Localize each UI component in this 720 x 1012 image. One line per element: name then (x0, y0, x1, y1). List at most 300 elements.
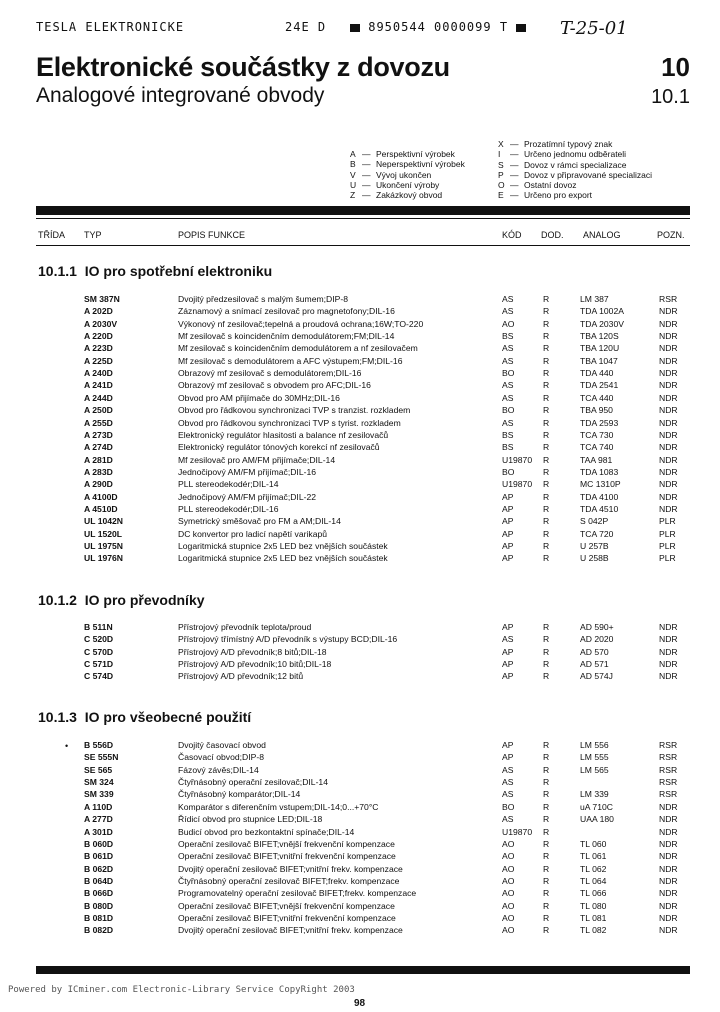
cell-analog: TL 062 (580, 863, 607, 874)
cell-desc: Přístrojový A/D převodník;10 bitů;DIL-18 (178, 659, 332, 669)
cell-analog: TBA 950 (580, 405, 613, 416)
cell-analog: TDA 1002A (580, 306, 624, 317)
cell-desc: Logaritmická stupnice 2x5 LED bez vnějších součástek (178, 553, 388, 564)
cell-pozn: NDR (659, 318, 678, 329)
cell-analog: TAA 981 (580, 454, 613, 465)
cell-analog: TDA 2541 (580, 380, 619, 391)
cell-analog: AD 571 (580, 659, 609, 669)
table-row (0, 752, 720, 764)
cell-kod: BO (502, 801, 515, 812)
cell-kod: AS (502, 777, 514, 787)
cell-pozn: NDR (659, 863, 678, 874)
cell-kod: AO (502, 851, 515, 862)
cell-type: A 277D (84, 814, 113, 825)
cell-desc: Obvod pro řádkovou synchronizaci TVP s tranzist. rozkladem (178, 405, 411, 416)
cell-dod: R (543, 789, 550, 800)
table-row (0, 901, 720, 913)
cell-pozn: NDR (659, 479, 678, 490)
cell-type: A 223D (84, 343, 113, 354)
table-row (0, 442, 720, 454)
company-name: TESLA ELEKTRONICKE (36, 20, 185, 34)
cell-pozn: NDR (659, 912, 678, 923)
cell-type: A 4100D (84, 491, 118, 502)
subchapter-number: 10.1 (651, 86, 690, 108)
page-subtitle: Analogové integrované obvody (36, 84, 325, 107)
cell-type: B 061D (84, 851, 114, 862)
block-mark-icon (516, 24, 526, 32)
cell-pozn: PLR (659, 516, 676, 527)
cell-analog: LM 556 (580, 740, 609, 750)
cell-kod: AS (502, 343, 514, 354)
cell-kod: BS (502, 331, 514, 342)
cell-dod: R (543, 392, 550, 403)
cell-desc: DC konvertor pro ladicí napětí varikapů (178, 528, 328, 539)
cell-dod: R (543, 541, 550, 551)
cell-desc: Záznamový a snímací zesilovač pro magnetofony;DIL-16 (178, 306, 395, 317)
cell-desc: Operační zesilovač BIFET;vnější frekvenční kompenzace (178, 838, 395, 849)
cell-type: SE 555N (84, 752, 119, 763)
cell-kod: AP (502, 541, 514, 551)
section-title-2: 10.1.2 IO pro převodníky (38, 592, 205, 608)
block-mark-icon (350, 24, 360, 32)
cell-type: A 241D (84, 380, 113, 391)
cell-kod: AO (502, 888, 515, 899)
table-row (0, 319, 720, 331)
table-row (0, 888, 720, 900)
cell-type: A 301D (84, 826, 113, 837)
cell-pozn: PLR (659, 553, 676, 564)
cell-dod: R (543, 491, 550, 502)
page-number: 98 (354, 998, 366, 1009)
cell-pozn: NDR (659, 368, 678, 379)
cell-dod: R (543, 331, 550, 342)
cell-desc: Obvod pro AM přijímače do 30MHz;DIL-16 (178, 392, 340, 403)
cell-pozn: NDR (659, 646, 678, 657)
cell-type: A 220D (84, 331, 113, 342)
cell-pozn: NDR (659, 838, 678, 849)
cell-type: A 244D (84, 392, 113, 403)
cell-type: A 2030V (84, 318, 118, 329)
cell-pozn: NDR (659, 659, 678, 669)
cell-desc: Čtyřnásobný operační zesilovač BIFET;frekv. kompenzace (178, 875, 400, 886)
col-trida: TŘÍDA (38, 230, 65, 240)
table-row (0, 765, 720, 777)
col-dod: DOD. (541, 230, 564, 240)
cell-dod: R (543, 671, 550, 682)
cell-pozn: NDR (659, 454, 678, 465)
cell-dod: R (543, 479, 550, 490)
table-row (0, 622, 720, 634)
cell-analog: TL 082 (580, 925, 607, 936)
cell-analog: UAA 180 (580, 814, 614, 825)
cell-dod: R (543, 429, 550, 440)
cell-dod: R (543, 503, 550, 514)
table-row (0, 851, 720, 863)
cell-analog: TDA 2030V (580, 318, 624, 329)
cell-dod: R (543, 838, 550, 849)
cell-kod: AP (502, 646, 514, 657)
cell-analog: TDA 4510 (580, 503, 619, 514)
cell-dod: R (543, 454, 550, 465)
cell-kod: AO (502, 318, 515, 329)
cell-kod: AP (502, 659, 514, 669)
barcode-line (350, 20, 526, 34)
cell-desc: Komparátor s diferenčním vstupem;DIL-14;0...+70°C (178, 801, 379, 812)
cell-kod: AS (502, 392, 514, 403)
cell-dod: R (543, 740, 550, 750)
col-analog: ANALOG (583, 230, 621, 240)
cell-type: A 273D (84, 429, 113, 440)
cell-pozn: RSR (659, 294, 678, 304)
cell-type: B 082D (84, 925, 114, 936)
col-kod: KÓD (502, 230, 522, 240)
cell-type: B 556D (84, 740, 114, 750)
cell-analog: LM 565 (580, 764, 609, 775)
footer-rule (36, 966, 690, 974)
cell-dod: R (543, 863, 550, 874)
cell-kod: AS (502, 294, 514, 304)
cell-pozn: NDR (659, 925, 678, 936)
cell-dod: R (543, 752, 550, 763)
cell-kod: AO (502, 875, 515, 886)
cell-desc: Fázový závěs;DIL-14 (178, 764, 259, 775)
table-row (0, 634, 720, 646)
cell-analog: TDA 4100 (580, 491, 619, 502)
doc-code: 24E D (285, 20, 327, 34)
cell-type: B 060D (84, 838, 114, 849)
table-row (0, 864, 720, 876)
cell-kod: U19870 (502, 454, 533, 465)
table-row (0, 529, 720, 541)
cell-type: C 574D (84, 671, 114, 682)
cell-pozn: NDR (659, 392, 678, 403)
cell-desc: Budicí obvod pro bezkontaktní spínače;DIL-14 (178, 826, 355, 837)
cell-analog: LM 387 (580, 294, 609, 304)
cell-dod: R (543, 306, 550, 317)
cell-pozn: NDR (659, 814, 678, 825)
cell-type: UL 1520L (84, 528, 123, 539)
table-row (0, 789, 720, 801)
cell-type: C 570D (84, 646, 114, 657)
cell-type: SM 387N (84, 294, 120, 304)
cell-desc: Přístrojový A/D převodník;8 bitů;DIL-18 (178, 646, 327, 657)
cell-pozn: NDR (659, 875, 678, 886)
cell-analog: uA 710C (580, 801, 613, 812)
cell-pozn: NDR (659, 826, 678, 837)
cell-dod: R (543, 764, 550, 775)
cell-dod: R (543, 417, 550, 428)
cell-type: A 274D (84, 442, 113, 453)
cell-analog: U 257B (580, 541, 609, 551)
cell-desc: Dvojitý časovací obvod (178, 740, 266, 750)
cell-desc: Logaritmická stupnice 2x5 LED bez vnějších součástek (178, 541, 388, 551)
cell-desc: Čtyřnásobný operační zesilovač;DIL-14 (178, 777, 328, 787)
cell-dod: R (543, 925, 550, 936)
table-row (0, 814, 720, 826)
cell-analog: S 042P (580, 516, 609, 527)
cell-kod: AO (502, 838, 515, 849)
legend-left: A — Perspektivní výrobek B — Neperspektivní výrobek V — Vývoj ukončen U — Ukončení výroby Z — Zakázkový obvod (350, 149, 465, 201)
cell-kod: AP (502, 528, 514, 539)
table-row (0, 418, 720, 430)
cell-desc: Programovatelný operační zesilovač BIFET;frekv. kompenzace (178, 888, 417, 899)
footer-credit: Powered by ICminer.com Electronic-Library Service CopyRight 2003 (8, 985, 355, 995)
table-row (0, 647, 720, 659)
cell-dod: R (543, 368, 550, 379)
table-row (0, 455, 720, 467)
cell-desc: Elektronický regulátor tónových korekcí nf zesilovačů (178, 442, 380, 453)
table-row (0, 802, 720, 814)
handwritten-note: T-25-01 (560, 18, 628, 39)
cell-desc: Obrazový mf zesilovač s obvodem pro AFC;DIL-16 (178, 380, 371, 391)
cell-type: A 110D (84, 801, 113, 812)
table-row (0, 827, 720, 839)
cell-pozn: RSR (659, 764, 678, 775)
cell-kod: AS (502, 355, 514, 366)
cell-pozn: NDR (659, 405, 678, 416)
cell-kod: AO (502, 863, 515, 874)
table-row (0, 876, 720, 888)
cell-pozn: NDR (659, 429, 678, 440)
cell-kod: BO (502, 466, 515, 477)
cell-analog: TBA 120U (580, 343, 620, 354)
cell-analog: TDA 2593 (580, 417, 619, 428)
cell-desc: PLL stereodekodér;DIL-16 (178, 503, 279, 514)
cell-kod: U19870 (502, 479, 533, 490)
cell-dod: R (543, 528, 550, 539)
cell-type: SM 339 (84, 789, 114, 800)
cell-analog: AD 574J (580, 671, 613, 682)
table-row (0, 368, 720, 380)
cell-desc: Symetrický směšovač pro FM a AM;DIL-14 (178, 516, 341, 527)
cell-analog: TL 080 (580, 900, 607, 911)
cell-pozn: NDR (659, 900, 678, 911)
cell-desc: Operační zesilovač BIFET;vnější frekvenční kompenzace (178, 900, 395, 911)
cell-dod: R (543, 516, 550, 527)
cell-desc: Přístrojový třímístný A/D převodník s výstupy BCD;DIL-16 (178, 634, 398, 645)
table-row (0, 925, 720, 937)
cell-kod: AS (502, 814, 514, 825)
cell-dod: R (543, 380, 550, 391)
cell-desc: Řídicí obvod pro stupnice LED;DIL-18 (178, 814, 323, 825)
table-row (0, 659, 720, 671)
table-row (0, 430, 720, 442)
cell-analog: LM 339 (580, 789, 609, 800)
cell-type: A 283D (84, 466, 113, 477)
cell-analog: TL 066 (580, 888, 607, 899)
cell-desc: Jednočipový AM/FM přijímač;DIL-16 (178, 466, 317, 477)
cell-dod: R (543, 466, 550, 477)
cell-desc: PLL stereodekodér;DIL-14 (178, 479, 279, 490)
cell-pozn: NDR (659, 466, 678, 477)
cell-analog: TL 061 (580, 851, 607, 862)
cell-pozn: NDR (659, 306, 678, 317)
cell-kod: AS (502, 789, 514, 800)
cell-dod: R (543, 646, 550, 657)
cell-desc: Obrazový mf zesilovač s demodulátorem;DIL-16 (178, 368, 362, 379)
cell-analog: U 258B (580, 553, 609, 564)
cell-pozn: NDR (659, 503, 678, 514)
table-row (0, 504, 720, 516)
cell-desc: Elektronický regulátor hlasitosti a balance nf zesilovačů (178, 429, 389, 440)
table-row (0, 492, 720, 504)
cell-type: A 240D (84, 368, 113, 379)
cell-type: A 4510D (84, 503, 118, 514)
cell-dod: R (543, 343, 550, 354)
cell-pozn: NDR (659, 491, 678, 502)
cell-kod: AS (502, 634, 514, 645)
cell-type: A 290D (84, 479, 113, 490)
cell-type: SE 565 (84, 764, 113, 775)
cell-type: B 066D (84, 888, 114, 899)
cell-dod: R (543, 912, 550, 923)
column-header-rule (36, 245, 690, 246)
table-row (0, 343, 720, 355)
cell-analog: TCA 720 (580, 528, 614, 539)
cell-dod: R (543, 801, 550, 812)
table-row (0, 516, 720, 528)
table-row (0, 331, 720, 343)
cell-pozn: NDR (659, 634, 678, 645)
cell-kod: AO (502, 900, 515, 911)
table-row (0, 671, 720, 683)
cell-dod: R (543, 826, 550, 837)
cell-pozn: NDR (659, 851, 678, 862)
cell-kod: AS (502, 417, 514, 428)
cell-type: A 281D (84, 454, 113, 465)
cell-kod: AS (502, 306, 514, 317)
cell-pozn: NDR (659, 888, 678, 899)
cell-analog: TCA 440 (580, 392, 614, 403)
legend-right: X — Prozatímní typový znak I — Určeno jednomu odběrateli S — Dovoz v rámci specializace P — Dovoz v připravované specializaci O — Ostatní dovoz E — Určeno pro export (498, 139, 653, 201)
cell-kod: AP (502, 553, 514, 564)
cell-analog: LM 555 (580, 752, 609, 763)
cell-dod: R (543, 553, 550, 564)
cell-desc: Časovací obvod;DIP-8 (178, 752, 264, 763)
cell-dod: R (543, 814, 550, 825)
table-row (0, 356, 720, 368)
cell-analog: AD 590+ (580, 622, 614, 632)
cell-pozn: NDR (659, 671, 678, 682)
table-row (0, 740, 720, 752)
cell-kod: AP (502, 503, 514, 514)
cell-desc: Mf zesilovač pro AM/FM přijímače;DIL-14 (178, 454, 336, 465)
cell-analog: TCA 740 (580, 442, 614, 453)
cell-dod: R (543, 622, 550, 632)
cell-pozn: NDR (659, 343, 678, 354)
cell-analog: TDA 1083 (580, 466, 619, 477)
cell-analog: AD 2020 (580, 634, 614, 645)
cell-desc: Výkonový nf zesilovač;tepelná a proudová ochrana;16W;TO-220 (178, 318, 424, 329)
cell-type: A 225D (84, 355, 113, 366)
batch-code: 8950544 0000099 T (368, 20, 509, 34)
cell-desc: Operační zesilovač BIFET;vnitřní frekvenční kompenzace (178, 912, 396, 923)
cell-analog: TBA 120S (580, 331, 619, 342)
cell-type: B 062D (84, 863, 114, 874)
cell-analog: TL 081 (580, 912, 607, 923)
cell-pozn: NDR (659, 355, 678, 366)
cell-desc: Mf zesilovač s koincidenčním demodulátorem a nf zesilovačem (178, 343, 418, 354)
table-row (0, 294, 720, 306)
cell-type: C 571D (84, 659, 114, 669)
cell-type: UL 1042N (84, 516, 124, 527)
cell-analog: TCA 730 (580, 429, 614, 440)
table-row (0, 380, 720, 392)
col-typ: TYP (84, 230, 102, 240)
table-row (0, 913, 720, 925)
cell-dod: R (543, 888, 550, 899)
cell-pozn: NDR (659, 622, 678, 632)
cell-dod: R (543, 318, 550, 329)
table-row (0, 479, 720, 491)
cell-kod: BO (502, 368, 515, 379)
cell-desc: Mf zesilovač s demodulátorem a AFC výstupem;FM;DIL-16 (178, 355, 403, 366)
cell-analog: TL 060 (580, 838, 607, 849)
cell-kod: AS (502, 380, 514, 391)
cell-type: B 081D (84, 912, 114, 923)
cell-dod: R (543, 659, 550, 669)
table-row (0, 405, 720, 417)
cell-pozn: PLR (659, 528, 676, 539)
cell-analog: TL 064 (580, 875, 607, 886)
section-title-3: 10.1.3 IO pro všeobecné použití (38, 709, 252, 725)
table-row (0, 467, 720, 479)
cell-kod: U19870 (502, 826, 533, 837)
cell-desc: Jednočipový AM/FM přijímač;DIL-22 (178, 491, 317, 502)
cell-kod: AP (502, 516, 514, 527)
cell-pozn: NDR (659, 442, 678, 453)
cell-kod: AP (502, 491, 514, 502)
cell-pozn: NDR (659, 801, 678, 812)
col-pozn: POZN. (657, 230, 685, 240)
cell-type: A 202D (84, 306, 113, 317)
cell-pozn: RSR (659, 789, 678, 800)
cell-desc: Dvojitý operační zesilovač BIFET;vnitřní frekv. kompenzace (178, 925, 403, 936)
header-rule-thin (36, 218, 690, 219)
cell-pozn: RSR (659, 777, 678, 787)
table-row (0, 393, 720, 405)
cell-dod: R (543, 442, 550, 453)
cell-dod: R (543, 405, 550, 416)
cell-desc: Mf zesilovač s koincidenčním demodulátorem;FM;DIL-14 (178, 331, 395, 342)
cell-desc: Přístrojový převodník teplota/proud (178, 622, 312, 632)
section-title-1: 10.1.1 IO pro spotřební elektroniku (38, 263, 273, 279)
cell-dod: R (543, 634, 550, 645)
cell-dod: R (543, 355, 550, 366)
cell-type: B 064D (84, 875, 114, 886)
cell-kod: AO (502, 912, 515, 923)
cell-analog: AD 570 (580, 646, 609, 657)
cell-kod: AP (502, 622, 514, 632)
cell-pozn: RSR (659, 740, 678, 750)
header-rule (36, 206, 690, 215)
cell-type: A 255D (84, 417, 113, 428)
cell-dod: R (543, 875, 550, 886)
cell-desc: Obvod pro řádkovou synchronizaci TVP s tyrist. rozkladem (178, 417, 401, 428)
cell-desc: Dvojitý předzesilovač s malým šumem;DIP-8 (178, 294, 349, 304)
col-popis: POPIS FUNKCE (178, 230, 246, 240)
table-row (0, 839, 720, 851)
cell-kod: AP (502, 671, 514, 682)
chapter-number: 10 (661, 52, 690, 82)
cell-type: UL 1976N (84, 553, 124, 564)
table-row (0, 306, 720, 318)
cell-type: A 250D (84, 405, 113, 416)
cell-pozn: NDR (659, 331, 678, 342)
cell-dod: R (543, 900, 550, 911)
cell-pozn: RSR (659, 752, 678, 763)
cell-pozn: PLR (659, 541, 676, 551)
